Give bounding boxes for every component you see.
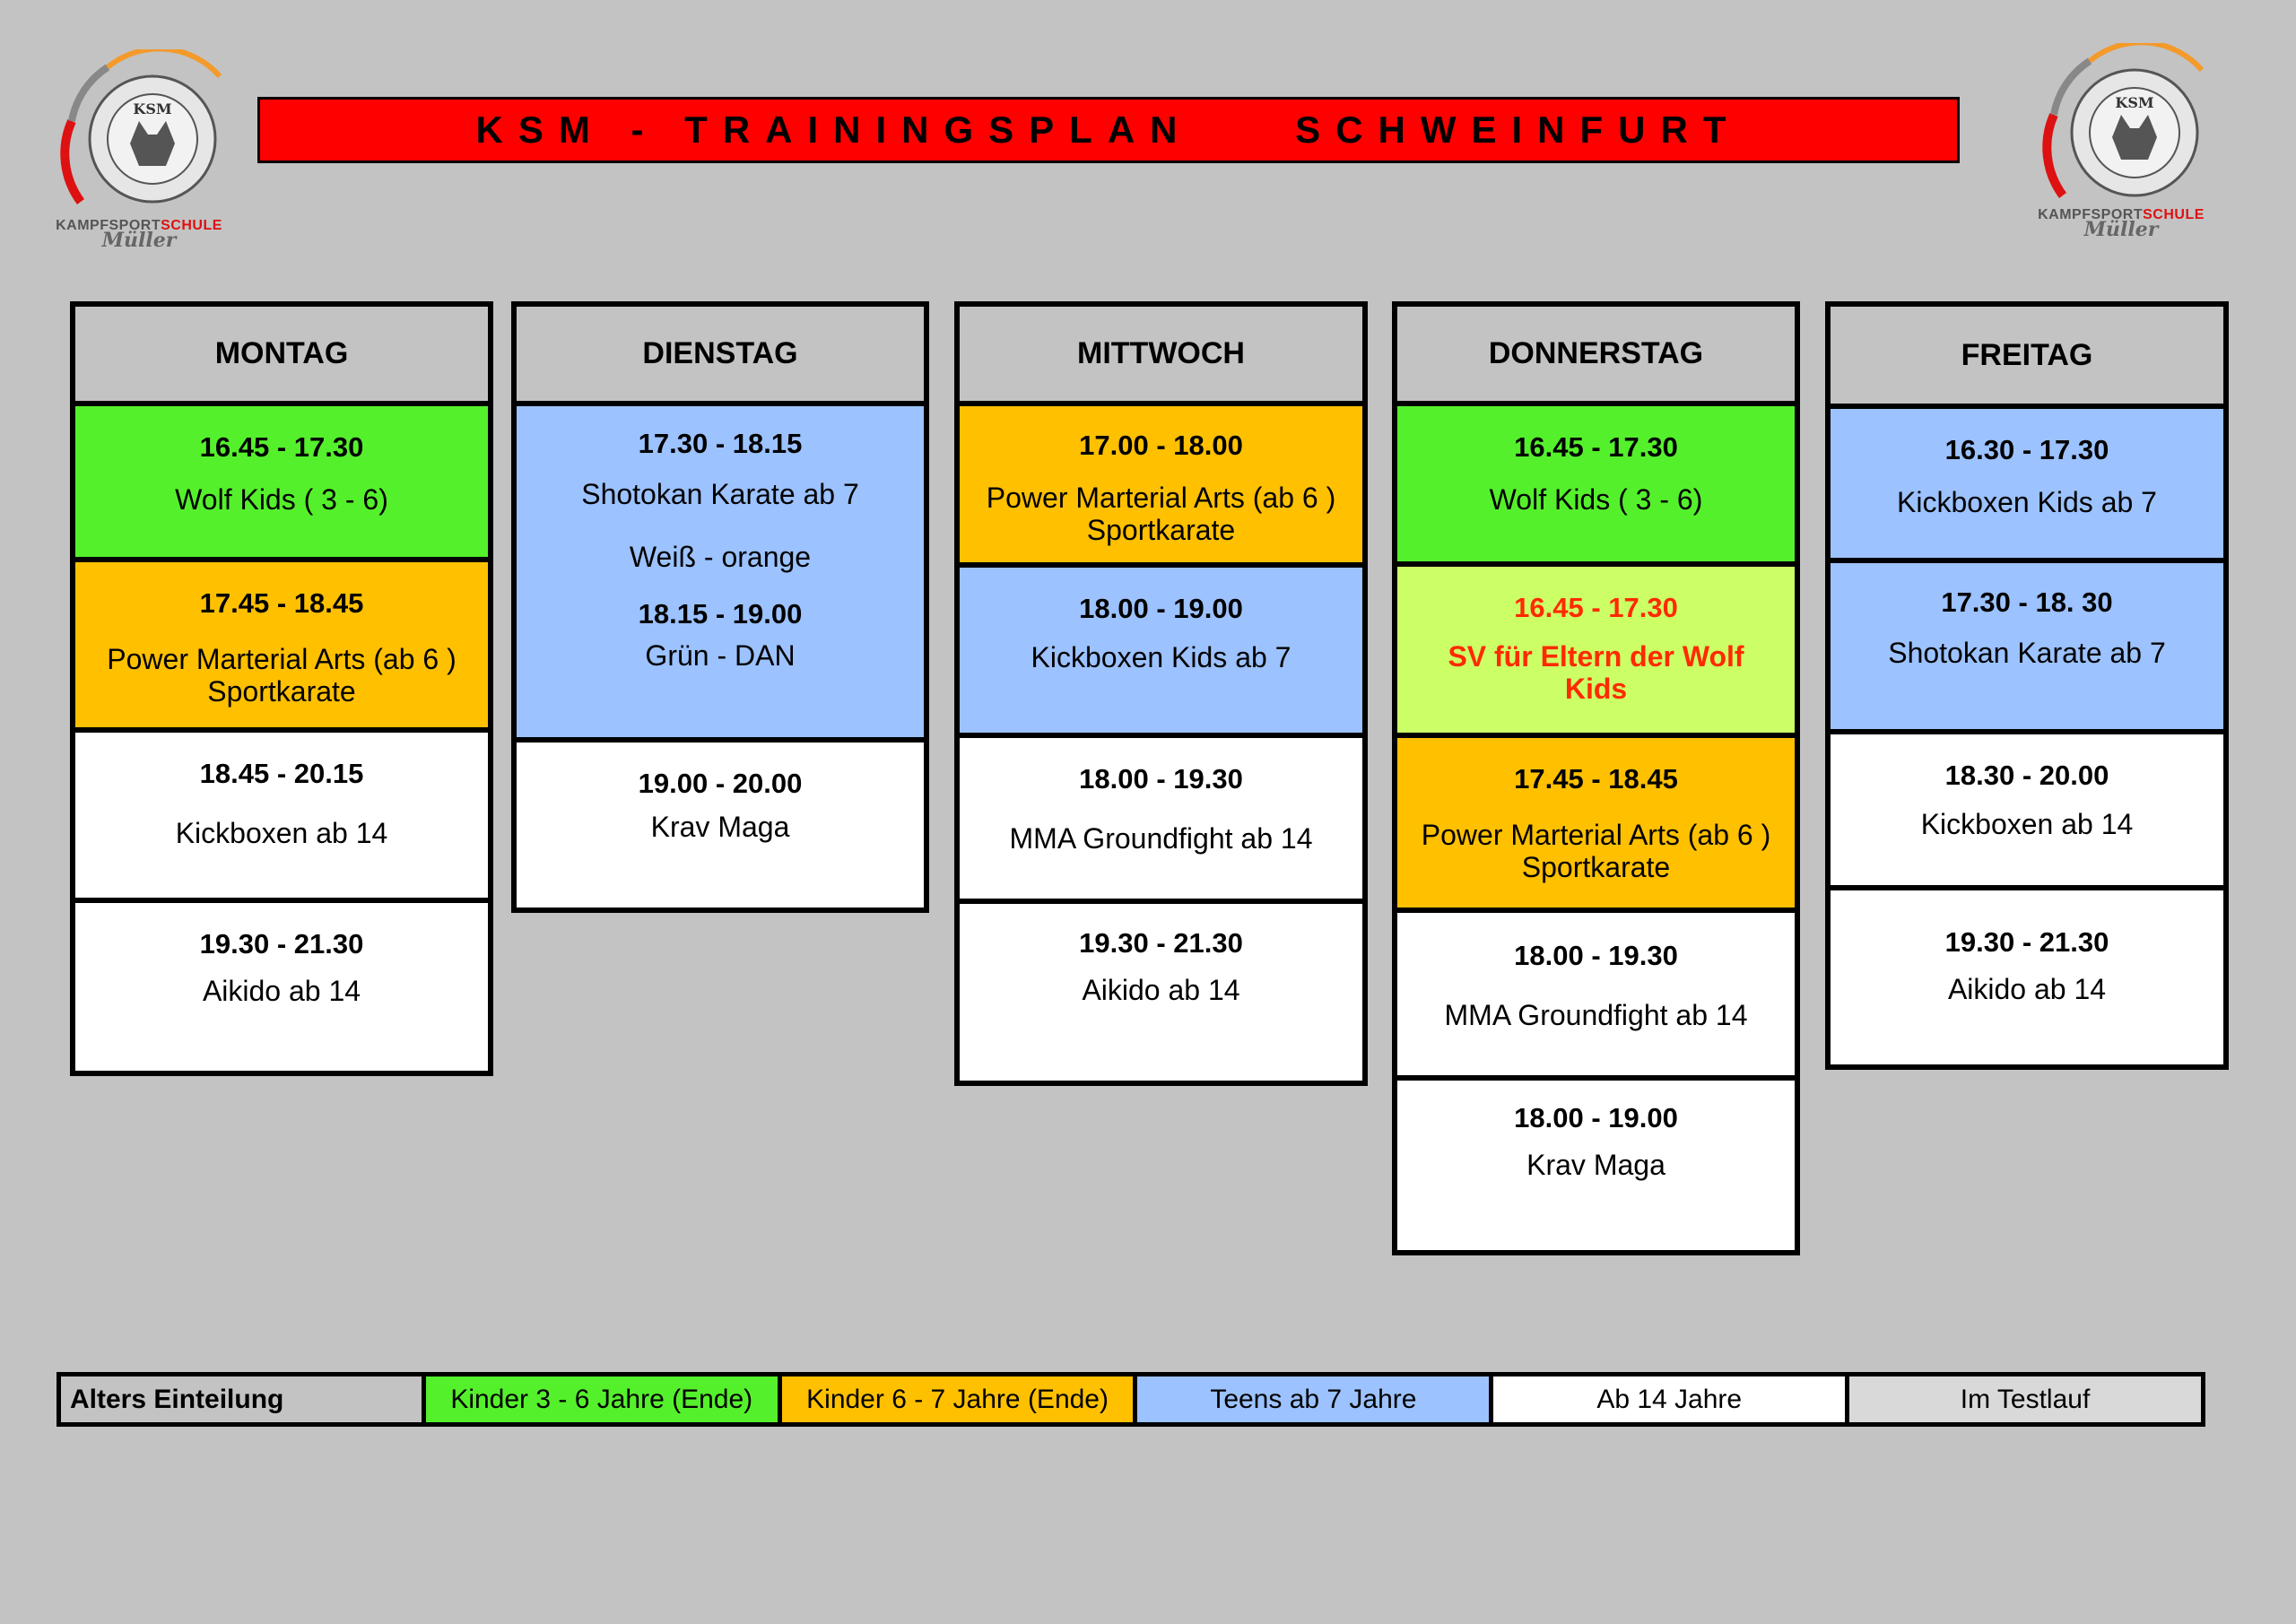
session-name: Shotokan Karate ab 7: [1888, 637, 2166, 669]
session-time: 19.30 - 21.30: [1079, 927, 1243, 959]
day-column-mittwoch: [954, 301, 1368, 1086]
logo-script: Müller: [2083, 218, 2159, 241]
session-slot: [517, 406, 924, 743]
session-slot: [75, 406, 488, 562]
logo-left: [54, 49, 224, 256]
session-slot: [1831, 890, 2223, 1064]
day-column-montag: [70, 301, 493, 1076]
session-sub: Sportkarate: [1521, 851, 1671, 883]
day-column-donnerstag: [1392, 301, 1800, 1255]
session-time: 18.00 - 19.30: [1514, 940, 1678, 971]
session-name: Krav Maga: [650, 811, 790, 843]
session-time: 18.00 - 19.30: [1079, 763, 1243, 795]
day-column-freitag: [1825, 301, 2229, 1070]
logo-caption-b: SCHULE: [2143, 207, 2205, 222]
day-header: DONNERSTAG: [1397, 307, 1795, 406]
session-time: 19.30 - 21.30: [1944, 926, 2109, 958]
logo-caption-b: SCHULE: [161, 218, 222, 233]
wolf-logo-icon: [54, 49, 224, 211]
session-slot: [1397, 738, 1795, 913]
session-time: 17.00 - 18.00: [1079, 430, 1243, 461]
session-slot: [1831, 734, 2223, 890]
session-time: 16.45 - 17.30: [1514, 592, 1678, 623]
legend-kinder-3-6: Kinder 3 - 6 Jahre (Ende): [426, 1376, 782, 1422]
session-slot: [960, 406, 1362, 568]
title-bar: [257, 97, 1960, 163]
session-slot: [1397, 406, 1795, 567]
session-time: 18.45 - 20.15: [199, 758, 364, 789]
session-name: Aikido ab 14: [202, 975, 361, 1007]
session-slot: [1831, 563, 2223, 734]
session-name: Aikido ab 14: [1082, 974, 1240, 1006]
session-slot: [1397, 913, 1795, 1081]
session-time: 19.30 - 21.30: [199, 928, 364, 960]
day-header: FREITAG: [1831, 307, 2223, 409]
wolf-logo-icon: [2036, 43, 2206, 204]
session-time: 16.45 - 17.30: [199, 431, 364, 463]
session-time: 17.45 - 18.45: [1514, 763, 1678, 795]
session-time: 17.30 - 18. 30: [1941, 586, 2113, 618]
legend-kinder-6-7: Kinder 6 - 7 Jahre (Ende): [782, 1376, 1138, 1422]
session-level: Weiß - orange: [629, 541, 812, 573]
session-slot: [75, 562, 488, 733]
session-name: Power Marterial Arts (ab 6 ): [1421, 819, 1771, 851]
session-time: 19.00 - 20.00: [638, 768, 803, 799]
session-name: MMA Groundfight ab 14: [1009, 822, 1313, 855]
session-time: 17.45 - 18.45: [199, 587, 364, 619]
age-legend: [57, 1372, 2205, 1427]
session-slot: [960, 738, 1362, 904]
legend-testlauf: Im Testlauf: [1849, 1376, 2201, 1422]
day-header: DIENSTAG: [517, 307, 924, 406]
day-header: MITTWOCH: [960, 307, 1362, 406]
session-slot: [1397, 1081, 1795, 1250]
logo-caption-a: KAMPFSPORT: [2038, 207, 2144, 222]
session-level: Grün - DAN: [645, 639, 796, 672]
session-name: MMA Groundfight ab 14: [1444, 999, 1748, 1031]
legend-title: Alters Einteilung: [61, 1376, 426, 1422]
session-name: Shotokan Karate ab 7: [581, 478, 859, 510]
svg-text:KSM: KSM: [133, 100, 172, 117]
legend-teens: Teens ab 7 Jahre: [1137, 1376, 1493, 1422]
logo-caption-a: KAMPFSPORT: [56, 218, 161, 233]
session-time: 18.00 - 19.00: [1514, 1102, 1678, 1133]
legend-ab-14: Ab 14 Jahre: [1493, 1376, 1849, 1422]
session-name: Krav Maga: [1526, 1149, 1665, 1181]
session-name: Kickboxen Kids ab 7: [1897, 486, 2157, 518]
svg-text:KSM: KSM: [2115, 94, 2154, 111]
logo-right: [2036, 43, 2206, 249]
session-name: Aikido ab 14: [1947, 973, 2107, 1005]
logo-script: Müller: [101, 229, 177, 252]
session-slot: [960, 904, 1362, 1081]
session-time: 18.30 - 20.00: [1944, 760, 2109, 791]
session-time: 16.30 - 17.30: [1944, 434, 2109, 465]
page-title: KSM - TRAININGSPLAN SCHWEINFURT: [475, 109, 1742, 151]
session-time: 16.45 - 17.30: [1514, 431, 1678, 463]
session-name: SV für Eltern der Wolf Kids: [1448, 640, 1744, 705]
session-slot: [75, 903, 488, 1071]
day-column-dienstag: [511, 301, 929, 913]
session-name: Wolf Kids ( 3 - 6): [175, 483, 388, 516]
session-slot: [1397, 567, 1795, 738]
session-name: Kickboxen Kids ab 7: [1031, 641, 1292, 673]
session-slot: [1831, 409, 2223, 563]
session-sub: Sportkarate: [1086, 514, 1236, 546]
session-name: Power Marterial Arts (ab 6 ): [107, 643, 457, 675]
session-name: Power Marterial Arts (ab 6 ): [986, 482, 1336, 514]
session-time: 18.00 - 19.00: [1079, 593, 1243, 624]
session-name: Wolf Kids ( 3 - 6): [1489, 483, 1703, 516]
session-slot: [960, 568, 1362, 738]
session-slot: [517, 743, 924, 908]
session-time: 17.30 - 18.15: [638, 428, 803, 459]
session-slot: [75, 733, 488, 903]
session-name: Kickboxen ab 14: [1920, 808, 2134, 840]
day-header: MONTAG: [75, 307, 488, 406]
session-name: Kickboxen ab 14: [175, 817, 388, 849]
session-sub: Sportkarate: [207, 675, 356, 708]
session-time: 18.15 - 19.00: [638, 598, 803, 630]
